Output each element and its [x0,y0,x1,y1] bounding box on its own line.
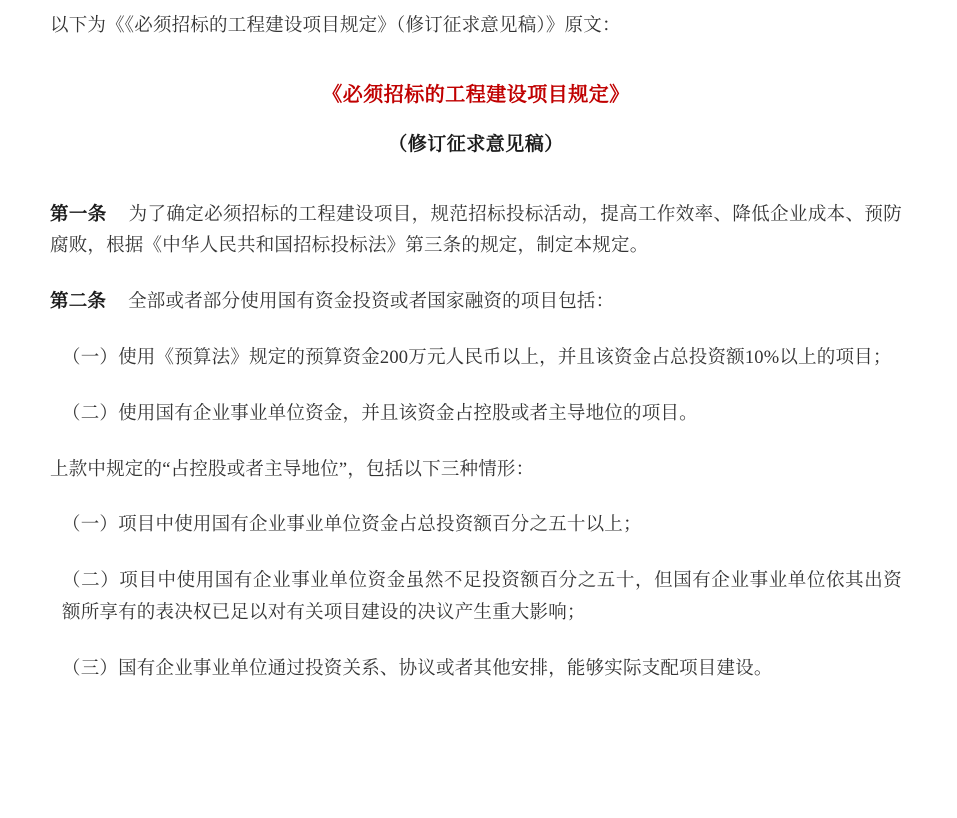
document-page [0,8,957,818]
article-two [50,287,902,319]
item-one: （一）使用《预算法》规定的预算资金200万元人民币以上，并且该资金占总投资额10%以上的项目； [62,348,892,369]
condition-two: （二）项目中使用国有企业事业单位资金虽然不足投资额百分之五十，但国有企业事业单位依其出资额所享有的表决权已足以对有关项目建设的决议产生重大影响； [62,571,902,624]
article-one-text: 为了确定必须招标的工程建设项目，规范招标投标活动，提高工作效率、降低企业成本、预防腐败，根据《中华人民共和国招标投标法》第三条的规定，制定本规定。 [50,204,902,257]
intro-paragraph: 以下为《《必须招标的工程建设项目规定》（修订征求意见稿）》原文： [50,16,621,36]
condition-one: （一）项目中使用国有企业事业单位资金占总投资额百分之五十以上； [62,515,642,536]
article-one-label: 第一条 [50,204,107,225]
document-title: 《必须招标的工程建设项目规定》 [322,83,630,106]
article-one [50,200,902,264]
lead-in-paragraph: 上款中规定的“占控股或者主导地位”，包括以下三种情形： [50,459,535,480]
document-subtitle: （修订征求意见稿） [388,133,564,155]
article-two-text: 全部或者部分使用国有资金投资或者国家融资的项目包括： [128,292,615,313]
condition-three: （三）国有企业事业单位通过投资关系、协议或者其他安排，能够实际支配项目建设。 [62,658,773,679]
item-two: （二）使用国有企业事业单位资金，并且该资金占控股或者主导地位的项目。 [62,403,698,424]
article-two-label: 第二条 [50,292,107,313]
